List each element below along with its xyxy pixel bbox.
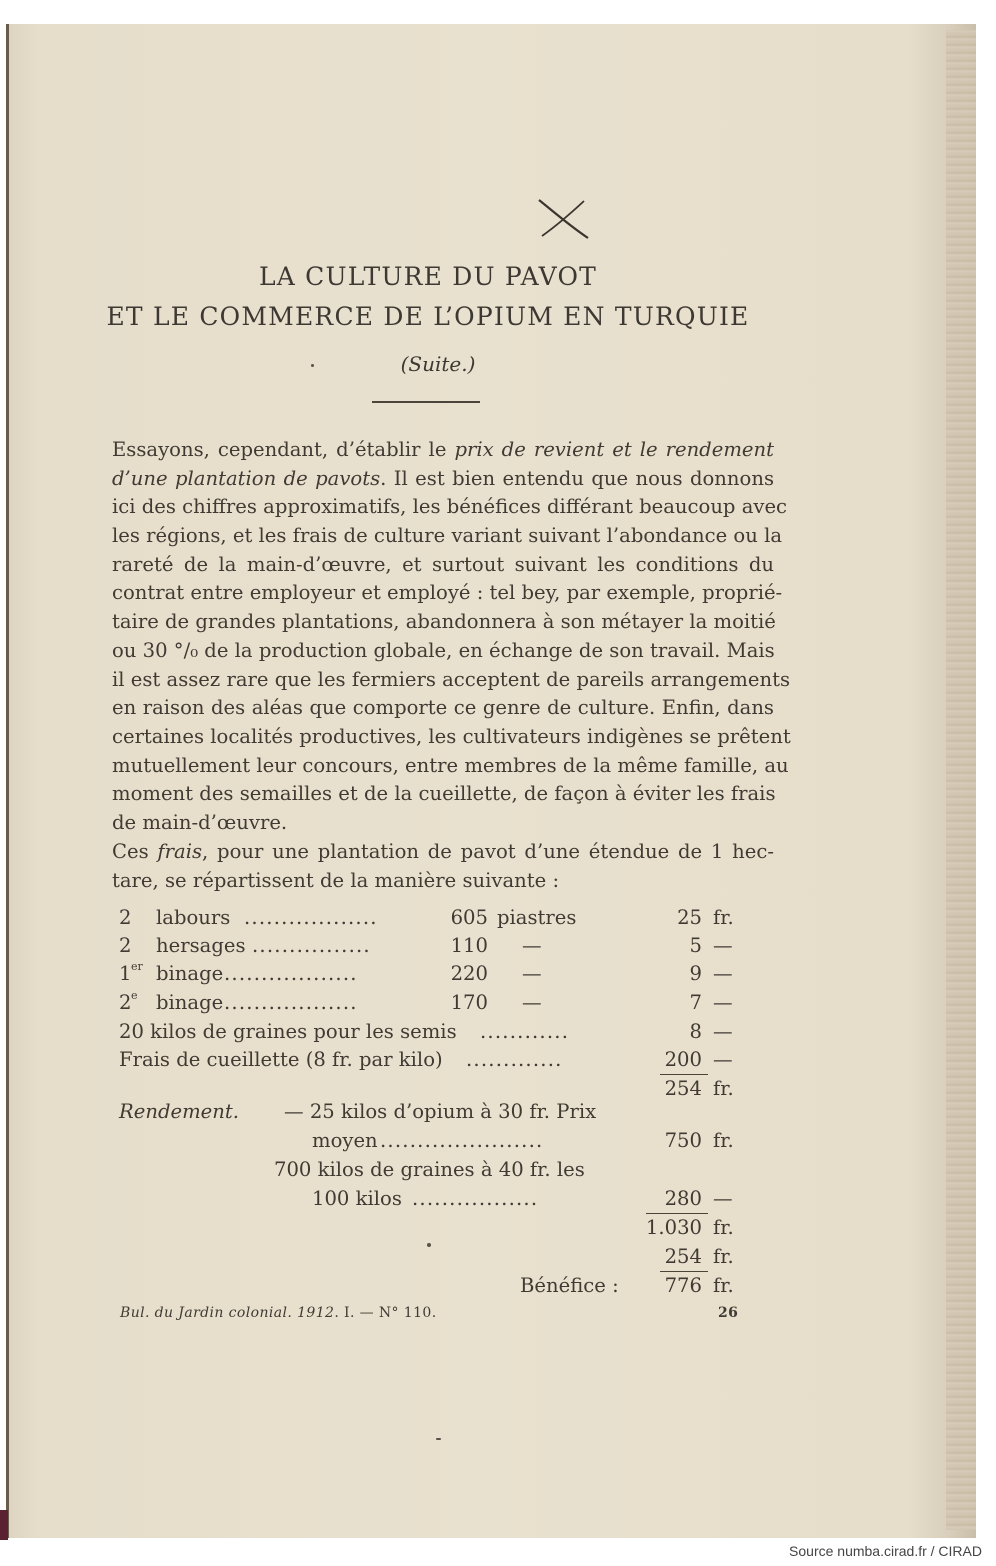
text-line bbox=[112, 809, 774, 838]
cost-piastres: 605 bbox=[450, 906, 488, 929]
cross-mark-icon bbox=[536, 196, 592, 242]
cost-qty: 2 bbox=[119, 991, 132, 1014]
total-rule bbox=[660, 1074, 708, 1075]
title-line-2: ET LE COMMERCE DE L’OPIUM EN TURQUIE bbox=[106, 302, 750, 331]
rendement-moyen-value: 750 bbox=[664, 1129, 702, 1152]
paragraph-1 bbox=[112, 436, 791, 838]
cost-piastres-unit: — bbox=[522, 934, 542, 957]
cost-francs: 25 bbox=[677, 906, 702, 929]
total-value: 254 bbox=[664, 1077, 702, 1100]
cost-qty: 2 bbox=[119, 934, 132, 957]
cost-label: hersages bbox=[156, 934, 246, 957]
benefice-rule bbox=[660, 1271, 708, 1272]
text-line bbox=[112, 666, 791, 695]
cost-francs-unit: — bbox=[713, 991, 733, 1014]
cost-francs: 7 bbox=[689, 991, 702, 1014]
footer-citation bbox=[120, 1305, 437, 1321]
text-span: moment des semailles et de la cueillette, de façon à éviter les frais bbox=[112, 782, 776, 806]
rendement-graines-value: 280 bbox=[664, 1187, 702, 1210]
cost-francs-unit: — bbox=[713, 934, 733, 957]
cost-francs: 5 bbox=[689, 934, 702, 957]
cost-piastres-unit: piastres bbox=[497, 906, 577, 929]
minus-unit: fr. bbox=[713, 1245, 734, 1268]
cost-dots: .................. bbox=[224, 962, 358, 985]
text-line bbox=[112, 780, 774, 809]
text-span: tare, se répartissent de la manière suivante : bbox=[112, 868, 560, 892]
cost-qty: 2 bbox=[119, 906, 132, 929]
benefice-value: 776 bbox=[664, 1274, 702, 1297]
text-span: les régions, et les frais de culture variant suivant l’abondance ou la bbox=[112, 524, 783, 548]
cost-piastres-unit: — bbox=[522, 991, 542, 1014]
cost-piastres: 110 bbox=[450, 934, 488, 957]
citation-prefix: Bul. du Jardin colonial. bbox=[120, 1305, 293, 1321]
rendement-label: Rendement. bbox=[119, 1100, 240, 1123]
citation-suffix: . I. — N° 110. bbox=[334, 1305, 437, 1321]
text-line bbox=[112, 838, 774, 867]
text-line bbox=[112, 752, 789, 781]
text-span: taire de grandes plantations, abandonnera à son métayer la moitié bbox=[112, 610, 776, 634]
cueillette-dots: ............. bbox=[466, 1048, 563, 1071]
text-span: il est assez rare que les fermiers acceptent de pareils arrangements bbox=[112, 667, 791, 691]
title-rule bbox=[372, 401, 480, 403]
cost-dots: .................. bbox=[224, 991, 358, 1014]
text-span: Ces bbox=[112, 840, 158, 863]
rendement-moyen-unit: fr. bbox=[713, 1129, 734, 1152]
text-span: de main-d’œuvre. bbox=[112, 810, 288, 834]
text-span: en raison des aléas que comporte ce genre de culture. Enfin, dans bbox=[112, 696, 774, 720]
cost-qty: 1 bbox=[119, 962, 132, 985]
cueillette-unit: — bbox=[713, 1048, 733, 1071]
cost-qty-suffix: er bbox=[131, 960, 143, 973]
cost-dots: .................. bbox=[244, 906, 378, 929]
citation-year: 1912 bbox=[297, 1305, 335, 1321]
page-edge-shadow bbox=[946, 30, 976, 1530]
text-line bbox=[112, 694, 774, 723]
rendement-graines-label: 100 kilos bbox=[312, 1187, 402, 1210]
graines-dots: ............ bbox=[480, 1020, 570, 1043]
text-span: certaines localités productives, les cultivateurs indigènes se prêtent bbox=[112, 724, 791, 748]
cueillette-label: Frais de cueillette (8 fr. par kilo) bbox=[119, 1048, 443, 1071]
italic-text: frais bbox=[157, 840, 203, 863]
cost-qty-suffix: e bbox=[131, 989, 138, 1002]
source-credit: Source numba.cirad.fr / CIRAD bbox=[789, 1543, 982, 1559]
text-line bbox=[112, 493, 788, 522]
cost-francs-unit: fr. bbox=[713, 906, 734, 929]
text-line bbox=[112, 867, 774, 896]
subtitle bbox=[0, 352, 876, 376]
cost-dots: ................ bbox=[252, 934, 371, 957]
text-line bbox=[112, 465, 774, 494]
paragraph-2 bbox=[112, 838, 774, 895]
sum-value: 1.030 bbox=[645, 1216, 702, 1239]
cost-label: labours bbox=[156, 906, 231, 929]
text-span: contrat entre employeur et employé : tel bey, par exemple, proprié- bbox=[112, 581, 783, 605]
cost-piastres: 220 bbox=[450, 962, 488, 985]
sum-unit: fr. bbox=[713, 1216, 734, 1239]
text-span: ici des chiffres approximatifs, les bénéfices différant beaucoup avec bbox=[112, 495, 788, 519]
rendement-line3: 700 kilos de graines à 40 fr. les bbox=[274, 1158, 585, 1181]
text-line bbox=[112, 579, 783, 608]
ink-speck bbox=[436, 1438, 441, 1440]
cost-label: binage bbox=[156, 962, 224, 985]
benefice-label: Bénéfice : bbox=[520, 1274, 619, 1297]
rendement-moyen-label: moyen bbox=[312, 1129, 378, 1152]
text-span: mutuellement leur concours, entre membres de la même famille, au bbox=[112, 753, 789, 777]
text-span: . Il est bien entendu que nous donnons bbox=[380, 466, 775, 490]
minus-value: 254 bbox=[664, 1245, 702, 1268]
subtitle-text: (Suite.) bbox=[400, 352, 476, 376]
rendement-graines-unit: — bbox=[713, 1187, 733, 1210]
rendement-moyen-dots: ...................... bbox=[380, 1129, 544, 1152]
text-line bbox=[112, 522, 783, 551]
text-line bbox=[112, 436, 774, 465]
text-line bbox=[112, 608, 774, 637]
cost-francs-unit: — bbox=[713, 962, 733, 985]
cost-piastres-unit: — bbox=[522, 962, 542, 985]
page-number: 26 bbox=[718, 1305, 739, 1321]
benefice-unit: fr. bbox=[713, 1274, 734, 1297]
italic-text: prix de revient et le rendement bbox=[454, 438, 774, 461]
title-line-1: LA CULTURE DU PAVOT bbox=[258, 262, 598, 291]
rendement-graines-dots: ................. bbox=[412, 1187, 539, 1210]
rendement-line1: — 25 kilos d’opium à 30 fr. Prix bbox=[284, 1100, 597, 1123]
graines-label: 20 kilos de graines pour les semis bbox=[119, 1020, 457, 1043]
cost-piastres: 170 bbox=[450, 991, 488, 1014]
text-span: Essayons, cependant, d’établir le bbox=[112, 438, 455, 461]
binding-mark bbox=[0, 1510, 8, 1540]
cost-label: binage bbox=[156, 991, 224, 1014]
cueillette-value: 200 bbox=[664, 1048, 702, 1071]
text-span: rareté de la main-d’œuvre, et surtout suivant les conditions du bbox=[112, 552, 774, 576]
sum-rule bbox=[646, 1213, 708, 1214]
cost-francs: 9 bbox=[689, 962, 702, 985]
text-line bbox=[112, 551, 774, 580]
text-span: , pour une plantation de pavot d’une étendue de 1 hec- bbox=[202, 840, 774, 863]
graines-value: 8 bbox=[689, 1020, 702, 1043]
text-span: ou 30 °/₀ de la production globale, en échange de son travail. Mais bbox=[112, 638, 775, 662]
ink-speck bbox=[311, 364, 314, 367]
total-unit: fr. bbox=[713, 1077, 734, 1100]
text-line bbox=[112, 637, 774, 666]
text-line bbox=[112, 723, 791, 752]
ink-speck bbox=[427, 1243, 431, 1247]
graines-unit: — bbox=[713, 1020, 733, 1043]
italic-text: d’une plantation de pavots bbox=[112, 466, 381, 490]
